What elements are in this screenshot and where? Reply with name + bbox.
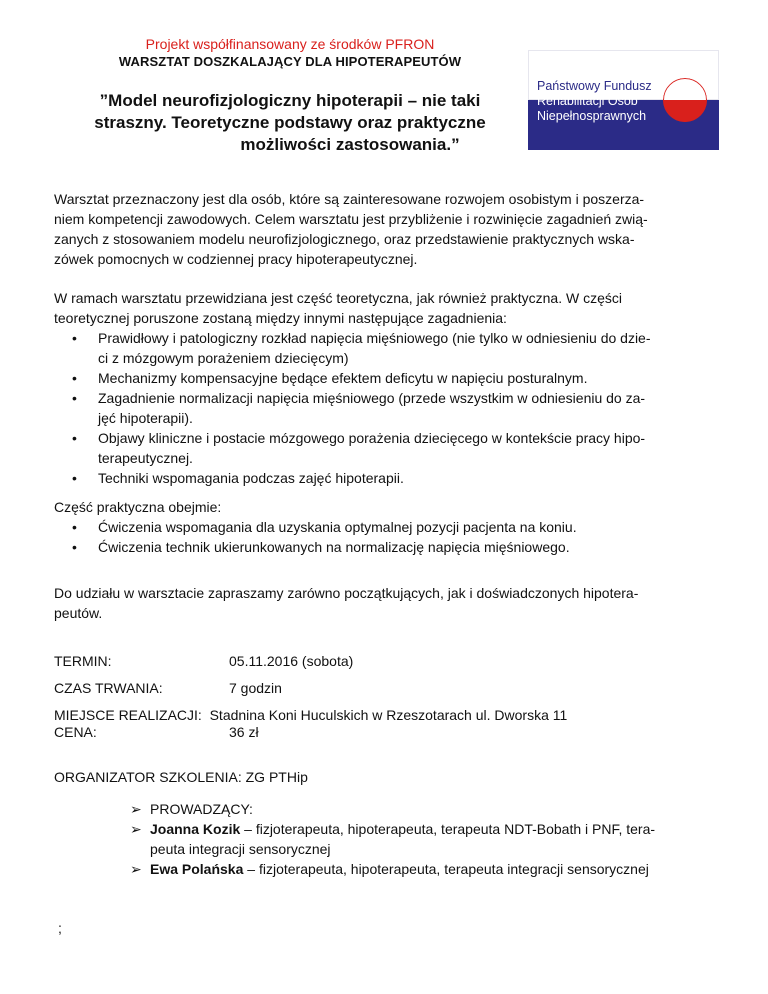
price-value: 36 zł — [229, 724, 259, 740]
list-item: • Techniki wspomagania podczas zajęć hipoterapii. — [98, 468, 718, 488]
funding-line: Projekt współfinansowany ze środków PFRON — [145, 36, 435, 52]
duration-label: CZAS TRWANIA: — [54, 680, 163, 696]
duration-row — [54, 678, 282, 698]
leader-item — [130, 819, 720, 859]
main-title-line: ”Model neurofizjologiczny hipoterapii – nie taki — [99, 91, 481, 110]
footer-mark: ; — [58, 920, 62, 936]
price-label: CENA: — [54, 724, 97, 740]
theory-section — [54, 288, 718, 488]
termin-label: TERMIN: — [54, 653, 112, 669]
leaders-heading: PROWADZĄCY: — [150, 801, 253, 817]
text-line: zanych z stosowaniem modelu neurofizjologicznego, oraz przedstawienie praktycznych wska- — [54, 231, 635, 247]
intro-paragraph — [54, 189, 718, 269]
logo-line: Niepełnosprawnych — [537, 109, 647, 123]
leaders-list — [130, 799, 720, 879]
arrow-bullet-icon: ➢ — [130, 861, 142, 877]
leaders-heading-item — [130, 799, 720, 819]
leaders-section — [130, 799, 720, 879]
logo-circle-icon — [663, 78, 707, 122]
organizer-line: ORGANIZATOR SZKOLENIA: ZG PTHip — [54, 769, 308, 785]
workshop-title: WARSZTAT DOSZKALAJĄCY DLA HIPOTERAPEUTÓW — [118, 54, 462, 69]
list-item: • Mechanizmy kompensacyjne będące efektem deficytu w napięciu posturalnym. — [98, 368, 718, 388]
termin-value: 05.11.2016 (sobota) — [229, 653, 354, 669]
text-line: Warsztat przeznaczony jest dla osób, które są zainteresowane rozwojem osobistym i poszerza- — [54, 191, 645, 207]
duration-value: 7 godzin — [229, 680, 282, 696]
leader-name: Ewa Polańska — [150, 861, 244, 877]
text-line: zówek pomocnych w codziennej pracy hipoterapeutycznej. — [54, 251, 418, 267]
practice-heading: Część praktyczna obejmie: — [54, 499, 222, 515]
place-value: Stadnina Koni Huculskich w Rzeszotarach ul. Dworska 11 — [209, 707, 568, 723]
text-line: Do udziału w warsztacie zapraszamy zarówno początkujących, jak i doświadczonych hipotera- — [54, 585, 639, 601]
theory-list — [54, 328, 718, 488]
leader-name: Joanna Kozik — [150, 821, 241, 837]
practice-section — [54, 497, 718, 557]
termin-row — [54, 651, 353, 671]
practice-list — [54, 517, 718, 557]
place-label: MIEJSCE REALIZACJI: — [54, 707, 202, 723]
text-line: teoretycznej poruszone zostaną między innymi następujące zagadnienia: — [54, 310, 507, 326]
list-item: • Ćwiczenia technik ukierunkowanych na normalizację napięcia mięśniowego. — [98, 537, 718, 557]
pfron-logo — [528, 50, 719, 150]
list-item: • Prawidłowy i patologiczny rozkład napięcia mięśniowego (nie tylko w odniesieniu do dzie- ci z mózgowym porażeniem dziecięcym) — [98, 328, 718, 368]
price-row — [54, 722, 259, 742]
list-item: • Objawy kliniczne i postacie mózgowego porażenia dziecięcego w kontekście pracy hipo- terapeutycznej. — [98, 428, 718, 468]
arrow-bullet-icon: ➢ — [130, 801, 142, 817]
invitation-paragraph — [54, 583, 718, 623]
logo-line: Państwowy Fundusz — [537, 79, 652, 93]
text-line: peutów. — [54, 605, 103, 621]
main-title-line: możliwości zastosowania.” — [240, 135, 460, 154]
main-title — [60, 90, 520, 156]
text-line: W ramach warsztatu przewidziana jest część teoretyczna, jak również praktyczna. W części — [54, 290, 622, 306]
leader-description-cont: peuta integracji sensorycznej — [150, 841, 331, 857]
list-item: • Ćwiczenia wspomagania dla uzyskania optymalnej pozycji pacjenta na koniu. — [98, 517, 718, 537]
leader-description: – fizjoterapeuta, hipoterapeuta, terapeuta NDT-Bobath i PNF, tera- — [240, 821, 656, 837]
leader-item — [130, 859, 720, 879]
leader-description: – fizjoterapeuta, hipoterapeuta, terapeuta integracji sensorycznej — [243, 861, 649, 877]
document-header — [60, 36, 520, 156]
list-item: • Zagadnienie normalizacji napięcia mięśniowego (przede wszystkim w odniesieniu do za- jęć hipoterapii). — [98, 388, 718, 428]
logo-line: Rehabilitacji Osób — [537, 94, 638, 108]
logo-text — [537, 79, 652, 124]
arrow-bullet-icon: ➢ — [130, 821, 142, 837]
main-title-line: straszny. Teoretyczne podstawy oraz praktyczne — [94, 113, 486, 132]
text-line: niem kompetencji zawodowych. Celem warsztatu jest przybliżenie i rozwinięcie zagadnień zwią- — [54, 211, 648, 227]
